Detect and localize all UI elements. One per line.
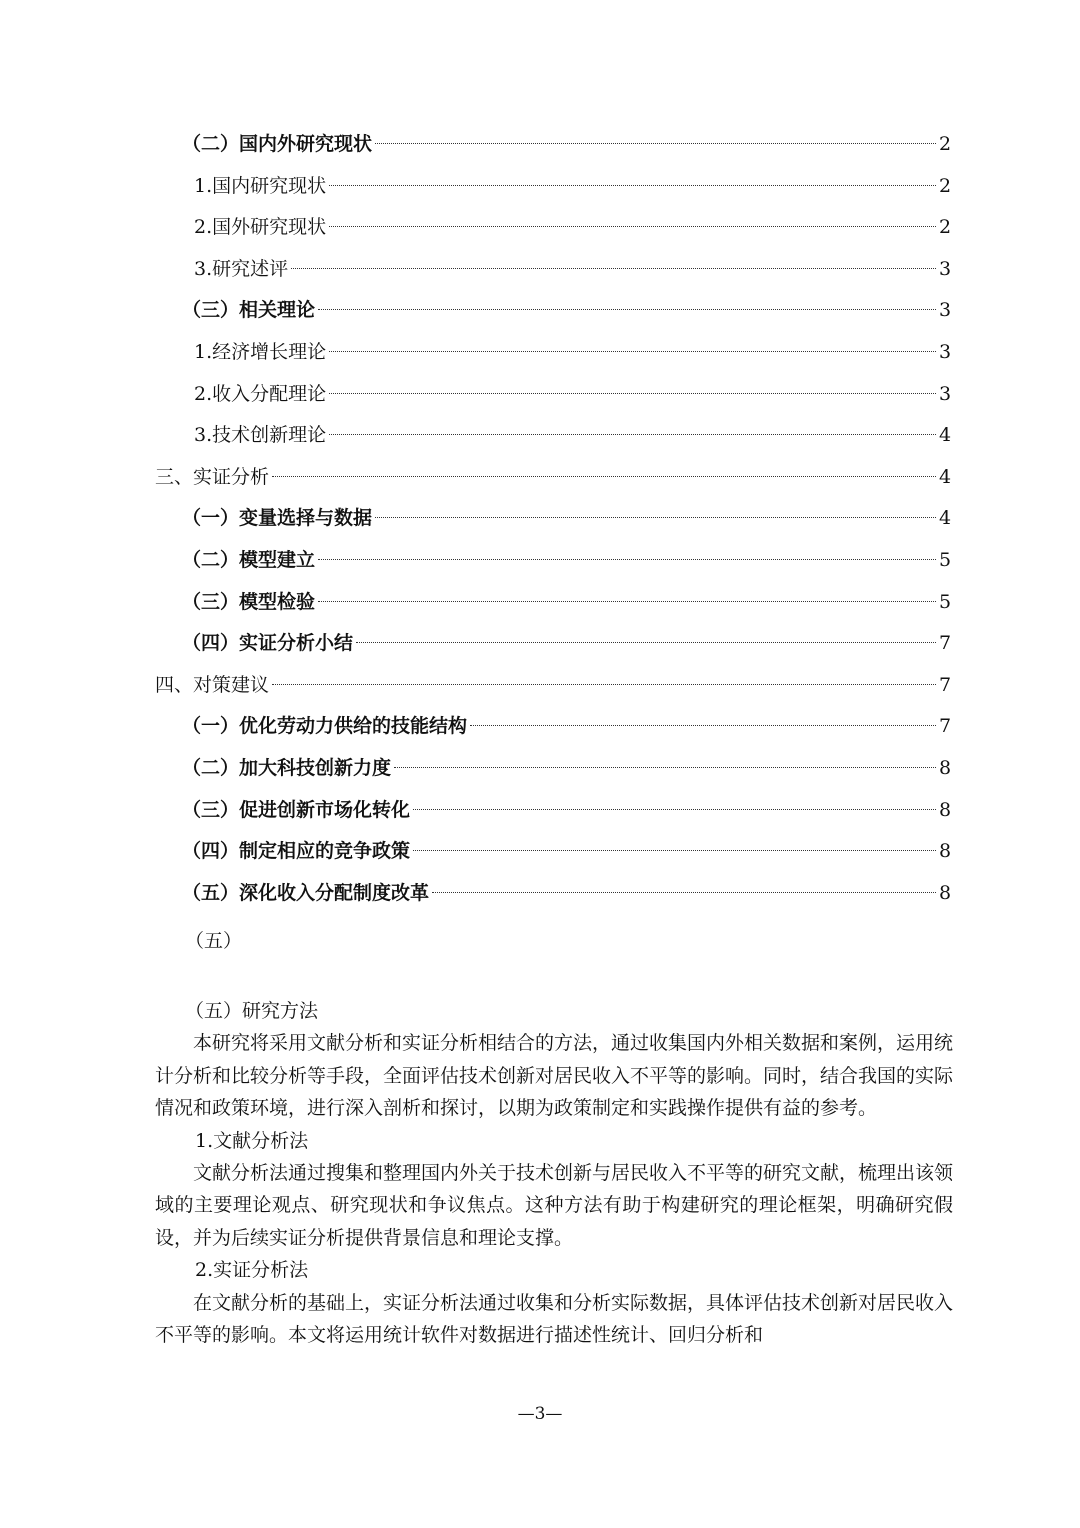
toc-entry[interactable]: [194, 332, 951, 372]
toc-entry-page: 3: [939, 382, 952, 405]
toc-entry-page: 4: [939, 507, 952, 530]
toc-entry-page: 2: [939, 216, 952, 239]
toc-entry-page: 8: [939, 798, 952, 821]
toc-leader-dots: [413, 809, 936, 810]
toc-leader-dots: [329, 226, 936, 227]
toc-entry[interactable]: [182, 124, 951, 164]
toc-entry-label: 三、实证分析: [155, 465, 270, 488]
toc-entry[interactable]: [182, 706, 951, 746]
toc-entry[interactable]: [194, 415, 951, 455]
toc-leader-dots: [329, 351, 936, 352]
toc-leader-dots: [329, 393, 936, 394]
toc-leader-dots: [318, 559, 936, 560]
toc-leader-dots: [413, 850, 936, 851]
toc-entry-page: 8: [939, 840, 952, 863]
toc-entry-label: （一）优化劳动力供给的技能结构: [182, 715, 468, 738]
toc-leader-dots: [329, 185, 936, 186]
toc-leader-dots: [394, 767, 936, 768]
toc-entry-page: 3: [939, 299, 952, 322]
toc-entry-label: 3.技术创新理论: [194, 424, 327, 447]
toc-leader-dots: [432, 892, 936, 893]
toc-entry-page: 7: [939, 715, 952, 738]
toc-leader-dots: [291, 268, 936, 269]
toc-entry[interactable]: [182, 290, 951, 330]
subsection-heading: 1.文献分析法: [195, 1129, 309, 1152]
toc-entry[interactable]: [182, 498, 951, 538]
toc-entry[interactable]: [155, 457, 951, 497]
paragraph: 本研究将采用文献分析和实证分析相结合的方法，通过收集国内外相关数据和案例，运用统计分析和比较分析等手段，全面评估技术创新对居民收入不平等的影响。同时，结合我国的实际情况和政策环境，进行深入剖析和探讨，以期为政策制定和实践操作提供有益的参考。: [155, 1032, 954, 1120]
toc-entry-page: 5: [939, 590, 952, 613]
toc-entry[interactable]: [194, 207, 951, 247]
toc-leader-dots: [470, 725, 936, 726]
toc-leader-dots: [318, 601, 936, 602]
toc-entry-label: 2.收入分配理论: [194, 382, 327, 405]
toc-entry-page: 7: [939, 632, 952, 655]
toc-entry-label: （二）加大科技创新力度: [182, 757, 392, 779]
toc-leader-dots: [375, 517, 936, 518]
toc-entry[interactable]: [182, 790, 951, 830]
toc-entry[interactable]: [182, 540, 951, 580]
toc-entry-label: （二）国内外研究现状: [182, 133, 373, 155]
toc-entry-label: 1.国内研究现状: [194, 174, 327, 197]
paragraph: 在文献分析的基础上，实证分析法通过收集和分析实际数据，具体评估技术创新对居民收入不平等的影响。本文将运用统计软件对数据进行描述性统计、回归分析和: [155, 1291, 954, 1347]
toc-entry-label: （三）模型检验: [182, 590, 316, 613]
toc-entry[interactable]: [194, 166, 951, 206]
toc-entry-label: （四）制定相应的竞争政策: [182, 840, 411, 863]
toc-entry-label: 3.研究述评: [194, 257, 289, 280]
subsection-heading: 2.实证分析法: [195, 1259, 309, 1282]
toc-leader-dots: [329, 434, 936, 435]
toc-entry[interactable]: [182, 748, 951, 788]
toc-entry-page: 5: [939, 549, 952, 571]
toc-entry[interactable]: [182, 623, 951, 663]
toc-entry[interactable]: [182, 873, 951, 913]
toc-leader-dots: [375, 143, 936, 144]
toc-entry-label: （一）变量选择与数据: [182, 507, 373, 530]
toc-entry-page: 7: [939, 673, 952, 696]
toc-entry-page: 4: [939, 465, 952, 488]
toc-entry[interactable]: [182, 582, 951, 622]
toc-entry-page: 8: [939, 757, 952, 779]
toc-entry[interactable]: [194, 374, 951, 414]
toc-entry-label: 四、对策建议: [155, 673, 270, 696]
toc-entry-page: 3: [939, 341, 952, 363]
toc-entry-label: （四）实证分析小结: [182, 632, 354, 655]
toc-entry[interactable]: [194, 249, 951, 289]
toc-entry-label: 1.经济增长理论: [194, 341, 327, 363]
toc-leader-dots: [318, 309, 936, 310]
toc-leader-dots: [272, 684, 936, 685]
toc-entry[interactable]: [155, 665, 951, 705]
toc-entry-label: （二）模型建立: [182, 549, 316, 571]
toc-entry-page: 2: [939, 174, 952, 197]
page-number: —3—: [517, 1404, 563, 1424]
stray-heading-fragment: （五）: [185, 930, 243, 952]
toc-entry-page: 3: [939, 257, 952, 280]
toc-entry-label: 2.国外研究现状: [194, 216, 327, 239]
toc-leader-dots: [356, 642, 936, 643]
paragraph: 文献分析法通过搜集和整理国内外关于技术创新与居民收入不平等的研究文献，梳理出该领域的主要理论观点、研究现状和争议焦点。这种方法有助于构建研究的理论框架，明确研究假设，并为后续实证分析提供背景信息和理论支撑。: [155, 1162, 954, 1249]
toc-entry-page: 4: [939, 424, 952, 447]
toc-entry[interactable]: [182, 831, 951, 871]
toc-entry-page: 2: [939, 133, 952, 155]
toc-entry-label: （三）相关理论: [182, 299, 316, 322]
toc-leader-dots: [272, 476, 936, 477]
body-section: [155, 995, 953, 1351]
section-heading: （五）研究方法: [185, 1000, 319, 1022]
toc-entry-label: （三）促进创新市场化转化: [182, 798, 411, 821]
toc-entry-label: （五）深化收入分配制度改革: [182, 881, 430, 904]
toc-entry-page: 8: [939, 881, 952, 904]
